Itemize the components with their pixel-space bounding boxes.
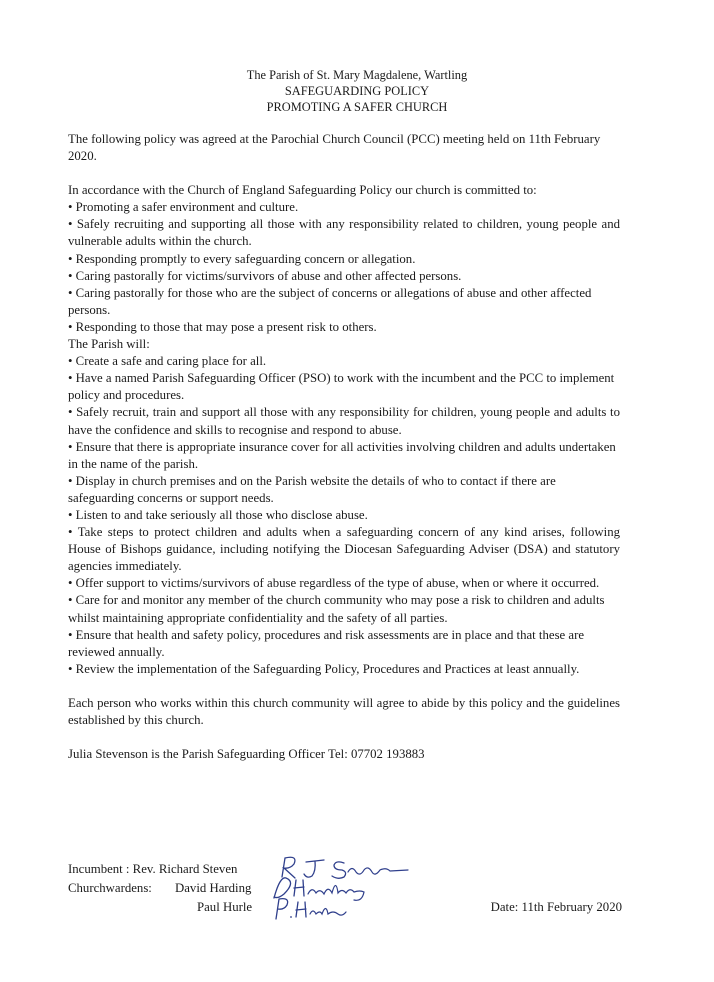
- signature-date: Date: 11th February 2020: [490, 900, 622, 914]
- parish-item: • Offer support to victims/survivors of abuse regardless of the type of abuse, when or where it occurred.: [68, 576, 600, 591]
- incumbent-name: Incumbent : Rev. Richard Steven: [68, 862, 238, 876]
- churchwarden-1-name: David Harding: [175, 881, 252, 895]
- signature-block: [68, 860, 628, 917]
- commitment-item: • Caring pastorally for those who are the subject of concerns or allegations of abuse and other affected persons.: [68, 285, 592, 317]
- parish-item: • Create a safe and caring place for all.: [68, 354, 267, 369]
- churchwardens-label: Churchwardens:: [68, 881, 152, 895]
- commitment-item: • Safely recruiting and supporting all those with any responsibility related to children, young people and vulnerable adults within the church.: [68, 217, 620, 249]
- document-body: [68, 131, 620, 763]
- parish-name: The Parish of St. Mary Magdalene, Wartling: [246, 68, 468, 82]
- document-header: [0, 67, 714, 115]
- policy-title: SAFEGUARDING POLICY: [284, 84, 430, 98]
- parish-item: • Safely recruit, train and support all those with any responsibility for children, young people and adults to have the confidence and skills to recognise and respond to abuse.: [68, 405, 620, 437]
- churchwarden-2-name: Paul Hurle: [197, 900, 253, 914]
- commitment-item: • Responding to those that may pose a present risk to others.: [68, 319, 377, 334]
- parish-item: • Ensure that health and safety policy, procedures and risk assessments are in place and that these are reviewed annually.: [68, 627, 585, 659]
- parish-heading: The Parish will:: [68, 337, 150, 352]
- commitment-item: • Promoting a safer environment and culture.: [68, 200, 299, 215]
- parish-item: • Ensure that there is appropriate insurance cover for all activities involving children and adults undertaken in the name of the parish.: [68, 439, 616, 471]
- commitment-item: • Responding promptly to every safeguarding concern or allegation.: [68, 251, 416, 266]
- parish-item: • Review the implementation of the Safeguarding Policy, Procedures and Practices at least annually.: [68, 661, 580, 676]
- parish-item: • Care for and monitor any member of the church community who may pose a risk to children and adults whilst maintaining appropriate confidentiality and the safety of all parties.: [68, 593, 605, 625]
- parish-item: • Display in church premises and on the Parish website the details of who to contact if there are safeguarding concerns or support needs.: [68, 473, 556, 505]
- intro-paragraph: The following policy was agreed at the Parochial Church Council (PCC) meeting held on 11th February 2020.: [68, 132, 601, 164]
- parish-item: • Take steps to protect children and adults when a safeguarding concern of any kind arises, following House of Bishops guidance, including notifying the Diocesan Safeguarding Adviser (DSA) and statutory agencies immediately.: [68, 525, 620, 574]
- safeguarding-officer: Julia Stevenson is the Parish Safeguarding Officer Tel: 07702 193883: [68, 747, 425, 762]
- parish-item: • Listen to and take seriously all those who disclose abuse.: [68, 507, 368, 522]
- commitment-heading: In accordance with the Church of England Safeguarding Policy our church is committed to:: [68, 183, 537, 198]
- commitment-item: • Caring pastorally for victims/survivors of abuse and other affected persons.: [68, 268, 462, 283]
- policy-subtitle: PROMOTING A SAFER CHURCH: [266, 100, 448, 114]
- parish-item: • Have a named Parish Safeguarding Officer (PSO) to work with the incumbent and the PCC to implement policy and procedures.: [68, 371, 615, 403]
- agreement-paragraph: Each person who works within this church community will agree to abide by this policy and the guidelines established by this church.: [68, 695, 620, 727]
